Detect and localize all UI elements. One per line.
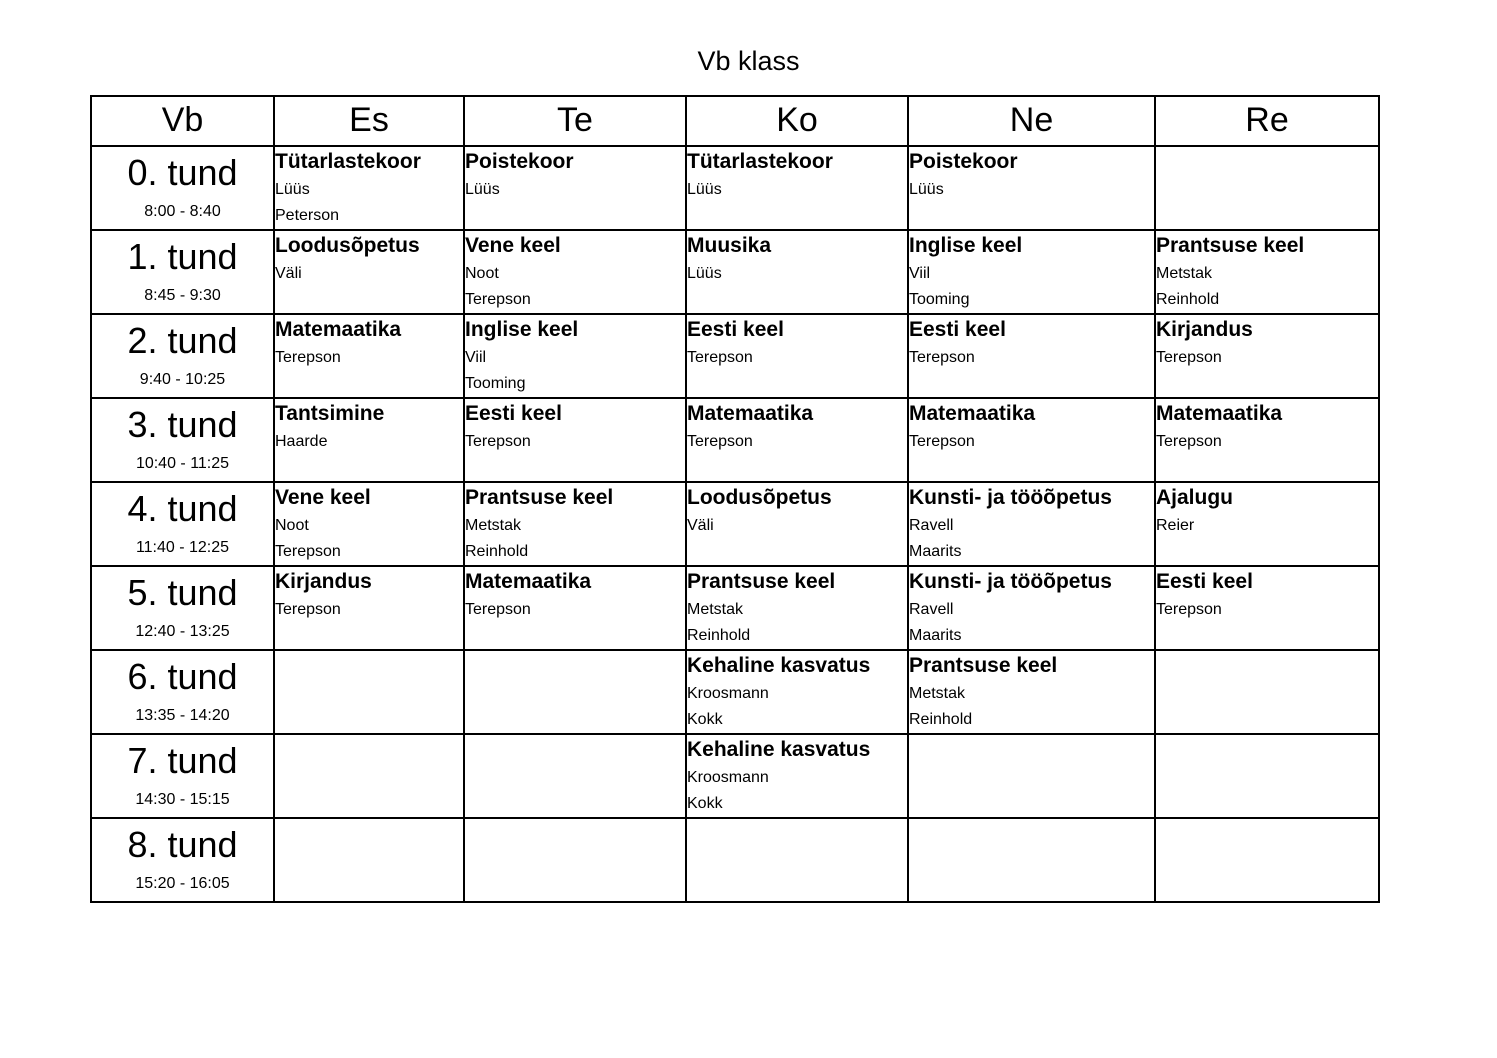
subject-name: Kirjandus — [1156, 318, 1253, 341]
subject-name: Poistekoor — [909, 150, 1018, 173]
teacher-name: Terepson — [465, 291, 531, 308]
schedule-cell — [686, 566, 908, 650]
teacher-name: Lüüs — [909, 181, 944, 198]
lesson-time: 12:40 - 13:25 — [135, 623, 230, 640]
lesson-number: 1. tund — [127, 236, 238, 277]
lesson-number: 7. tund — [127, 740, 238, 781]
teacher-name: Peterson — [275, 207, 340, 224]
teacher-name: Reinhold — [687, 627, 751, 644]
subject-name: Tantsimine — [275, 402, 385, 425]
table-row — [91, 818, 1379, 902]
teacher-name: Terepson — [1156, 433, 1222, 450]
lesson-time: 8:45 - 9:30 — [144, 287, 221, 304]
teacher-name: Metstak — [465, 517, 522, 534]
lesson-number: 2. tund — [127, 320, 238, 361]
subject-name: Prantsuse keel — [687, 570, 836, 593]
header-day: Re — [1155, 96, 1379, 146]
teacher-name: Viil — [909, 265, 931, 282]
subject-name: Tütarlastekoor — [687, 150, 833, 173]
table-row — [91, 146, 1379, 230]
subject-name: Inglise keel — [465, 318, 579, 341]
subject-name: Eesti keel — [465, 402, 562, 425]
teacher-name: Kroosmann — [687, 685, 769, 702]
subject-name: Kehaline kasvatus — [687, 654, 871, 677]
subject-name: Matemaatika — [1156, 402, 1283, 425]
lesson-label-cell — [91, 398, 274, 482]
lesson-number: 0. tund — [127, 152, 238, 193]
schedule-cell — [908, 734, 1155, 818]
schedule-cell — [1155, 398, 1379, 482]
table-row — [91, 398, 1379, 482]
page-title: Vb klass — [697, 46, 800, 76]
table-row — [91, 482, 1379, 566]
schedule-cell — [908, 482, 1155, 566]
teacher-name: Lüüs — [687, 265, 722, 282]
schedule-cell — [686, 398, 908, 482]
teacher-name: Ravell — [909, 601, 954, 618]
schedule-cell — [1155, 146, 1379, 230]
subject-name: Inglise keel — [909, 234, 1023, 257]
table-row — [91, 734, 1379, 818]
teacher-name: Terepson — [465, 433, 531, 450]
schedule-cell — [686, 818, 908, 902]
schedule-cell — [274, 230, 464, 314]
teacher-name: Kokk — [687, 795, 723, 812]
teacher-name: Metstak — [1156, 265, 1213, 282]
teacher-name: Haarde — [275, 433, 328, 450]
header-day: Ko — [686, 96, 908, 146]
teacher-name: Reier — [1156, 517, 1195, 534]
teacher-name: Väli — [275, 265, 302, 282]
lesson-time: 13:35 - 14:20 — [135, 707, 230, 724]
schedule-cell — [1155, 650, 1379, 734]
lesson-label-cell — [91, 650, 274, 734]
lesson-time: 8:00 - 8:40 — [144, 203, 221, 220]
schedule-cell — [908, 650, 1155, 734]
subject-name: Muusika — [687, 234, 772, 257]
schedule-cell — [464, 398, 686, 482]
teacher-name: Ravell — [909, 517, 954, 534]
teacher-name: Väli — [687, 517, 714, 534]
header-corner: Vb — [91, 96, 274, 146]
subject-name: Prantsuse keel — [1156, 234, 1305, 257]
subject-name: Kirjandus — [275, 570, 372, 593]
teacher-name: Metstak — [909, 685, 966, 702]
subject-name: Eesti keel — [687, 318, 784, 341]
teacher-name: Terepson — [1156, 349, 1222, 366]
subject-name: Loodusõpetus — [275, 234, 420, 257]
schedule-cell — [1155, 314, 1379, 398]
schedule-cell — [686, 146, 908, 230]
teacher-name: Kroosmann — [687, 769, 769, 786]
subject-name: Matemaatika — [687, 402, 814, 425]
teacher-name: Terepson — [909, 433, 975, 450]
lesson-label-cell — [91, 734, 274, 818]
teacher-name: Noot — [465, 265, 499, 282]
schedule-cell — [274, 734, 464, 818]
schedule-cell — [686, 314, 908, 398]
lesson-label-cell — [91, 482, 274, 566]
teacher-name: Noot — [275, 517, 309, 534]
teacher-name: Terepson — [687, 349, 753, 366]
lesson-number: 5. tund — [127, 572, 238, 613]
lesson-time: 9:40 - 10:25 — [139, 371, 226, 388]
teacher-name: Terepson — [1156, 601, 1222, 618]
table-row — [91, 650, 1379, 734]
lesson-time: 14:30 - 15:15 — [135, 791, 230, 808]
subject-name: Prantsuse keel — [909, 654, 1058, 677]
subject-name: Kunsti- ja tööõpetus — [909, 486, 1112, 509]
teacher-name: Tooming — [465, 375, 526, 392]
teacher-name: Kokk — [687, 711, 723, 728]
subject-name: Eesti keel — [909, 318, 1006, 341]
schedule-cell — [686, 734, 908, 818]
lesson-label-cell — [91, 314, 274, 398]
teacher-name: Reinhold — [1156, 291, 1220, 308]
schedule-cell — [464, 734, 686, 818]
schedule-cell — [274, 398, 464, 482]
subject-name: Kunsti- ja tööõpetus — [909, 570, 1112, 593]
schedule-cell — [1155, 566, 1379, 650]
schedule-cell — [274, 314, 464, 398]
schedule-cell — [274, 650, 464, 734]
teacher-name: Lüüs — [465, 181, 500, 198]
teacher-name: Lüüs — [687, 181, 722, 198]
header-day: Es — [274, 96, 464, 146]
subject-name: Vene keel — [275, 486, 371, 509]
subject-name: Vene keel — [465, 234, 561, 257]
schedule-cell — [908, 146, 1155, 230]
schedule-cell — [464, 146, 686, 230]
teacher-name: Terepson — [275, 601, 341, 618]
schedule-cell — [1155, 230, 1379, 314]
subject-name: Matemaatika — [275, 318, 402, 341]
schedule-cell — [274, 146, 464, 230]
schedule-cell — [686, 230, 908, 314]
schedule-cell — [908, 818, 1155, 902]
header-day: Te — [464, 96, 686, 146]
subject-name: Prantsuse keel — [465, 486, 614, 509]
teacher-name: Metstak — [687, 601, 744, 618]
schedule-cell — [908, 230, 1155, 314]
timetable — [90, 95, 1380, 903]
subject-name: Ajalugu — [1156, 486, 1233, 509]
lesson-number: 4. tund — [127, 488, 238, 529]
header-row — [91, 96, 1379, 146]
table-row — [91, 566, 1379, 650]
lesson-number: 6. tund — [127, 656, 238, 697]
lesson-number: 3. tund — [127, 404, 238, 445]
teacher-name: Reinhold — [909, 711, 973, 728]
lesson-number: 8. tund — [127, 824, 238, 865]
teacher-name: Terepson — [909, 349, 975, 366]
lesson-label-cell — [91, 230, 274, 314]
teacher-name: Terepson — [465, 601, 531, 618]
lesson-label-cell — [91, 818, 274, 902]
teacher-name: Terepson — [687, 433, 753, 450]
schedule-cell — [908, 398, 1155, 482]
schedule-cell — [274, 482, 464, 566]
schedule-cell — [686, 482, 908, 566]
teacher-name: Viil — [465, 349, 487, 366]
subject-name: Poistekoor — [465, 150, 574, 173]
schedule-cell — [274, 818, 464, 902]
schedule-cell — [464, 482, 686, 566]
lesson-label-cell — [91, 146, 274, 230]
schedule-cell — [464, 230, 686, 314]
schedule-cell — [464, 650, 686, 734]
subject-name: Loodusõpetus — [687, 486, 832, 509]
schedule-cell — [1155, 482, 1379, 566]
schedule-cell — [464, 314, 686, 398]
lesson-time: 10:40 - 11:25 — [135, 455, 230, 472]
subject-name: Matemaatika — [909, 402, 1036, 425]
lesson-label-cell — [91, 566, 274, 650]
table-row — [91, 314, 1379, 398]
lesson-time: 15:20 - 16:05 — [135, 875, 230, 892]
teacher-name: Terepson — [275, 349, 341, 366]
schedule-cell — [908, 314, 1155, 398]
schedule-cell — [464, 566, 686, 650]
schedule-cell — [686, 650, 908, 734]
teacher-name: Tooming — [909, 291, 970, 308]
header-day: Ne — [908, 96, 1155, 146]
schedule-cell — [908, 566, 1155, 650]
teacher-name: Lüüs — [275, 181, 310, 198]
subject-name: Tütarlastekoor — [275, 150, 421, 173]
schedule-cell — [1155, 818, 1379, 902]
schedule-cell — [464, 818, 686, 902]
teacher-name: Terepson — [275, 543, 341, 560]
teacher-name: Maarits — [909, 543, 962, 560]
subject-name: Kehaline kasvatus — [687, 738, 871, 761]
subject-name: Eesti keel — [1156, 570, 1253, 593]
lesson-time: 11:40 - 12:25 — [135, 539, 230, 556]
schedule-cell — [1155, 734, 1379, 818]
schedule-cell — [274, 566, 464, 650]
teacher-name: Reinhold — [465, 543, 529, 560]
teacher-name: Maarits — [909, 627, 962, 644]
subject-name: Matemaatika — [465, 570, 592, 593]
table-row — [91, 230, 1379, 314]
